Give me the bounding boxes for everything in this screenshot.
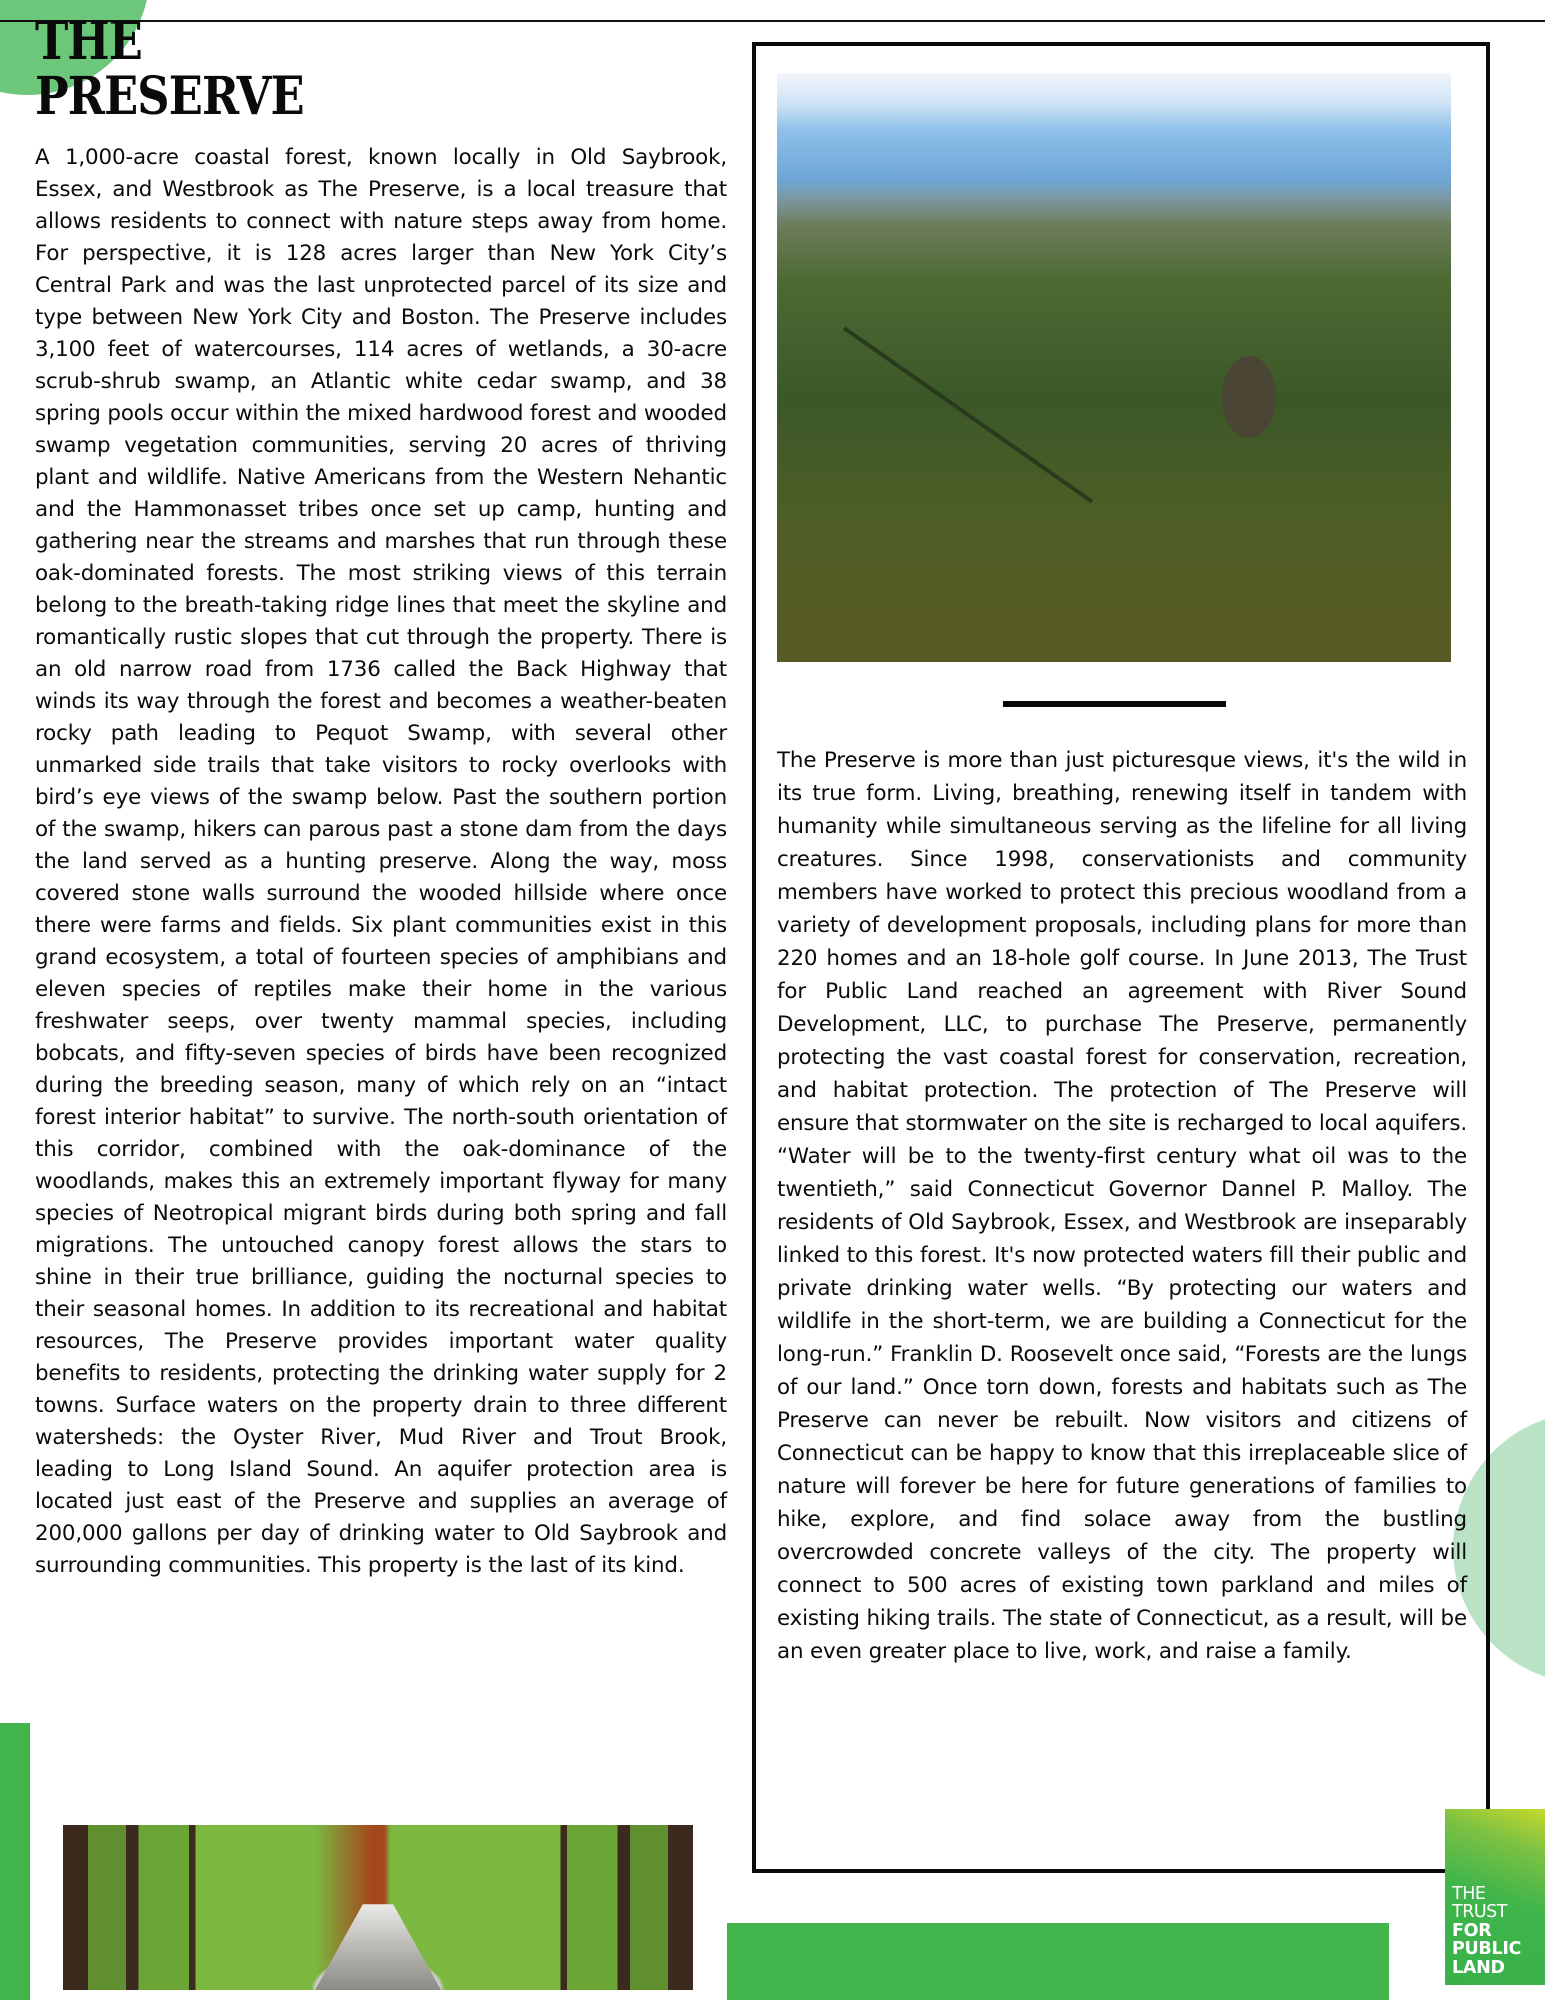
- left-column-body-text: A 1,000-acre coastal forest, known locally in Old Saybrook, Essex, and Westbrook as The Preserve, is a local treasure that allows residents to connect with nature steps away from home. For perspective, it is 128 acres larger than New York City’s Central Park and was the last unprotected parcel of its size and type between New York City and Boston. The Preserve includes 3,100 feet of watercourses, 114 acres of wetlands, a 30-acre scrub-shrub swamp, an Atlantic white cedar swamp, and 38 spring pools occur within the mixed hardwood forest and wooded swamp vegetation communities, serving 20 acres of thriving plant and wildlife. Native Americans from the Western Nehantic and the Hammonasset tribes once set up camp, hunting and gathering near the streams and marshes that run through these oak-dominated forests. The most striking views of this terrain belong to the breath-taking ridge lines that meet the skyline and romantically rustic slopes that cut through the property. There is an old narrow road from 1736 called the Back Highway that winds its way through the forest and becomes a weather-beaten rocky path leading to Pequot Swamp, with several other unmarked side trails that take visitors to rocky overlooks with bird’s eye views of the swamp below. Past the southern portion of the swamp, hikers can parous past a stone dam from the days the land served as a hunting preserve. Along the way, moss covered stone walls surround the wooded hillside where once there were farms and fields. Six plant communities exist in this grand ecosystem, a total of fourteen species of amphibians and eleven species of reptiles make their home in the various freshwater seeps, over twenty mammal species, including bobcats, and fifty-seven species of birds have been recognized during the breeding season, many of which rely on an “intact forest interior habitat” to survive. The north-south orientation of this corridor, combined with the oak-dominance of the woodlands, makes this an extremely important flyway for many species of Neotropical migrant birds during both spring and fall migrations. The untouched canopy forest allows the stars to shine in their true brilliance, guiding the nocturnal species to their seasonal homes. In addition to its recreational and habitat resources, The Preserve provides important water quality benefits to residents, protecting the drinking water supply for 2 towns. Surface waters on the property drain to three different watersheds: the Oyster River, Mud River and Trout Brook, leading to Long Island Sound. An aquifer protection area is located just east of the Preserve and supplies an average of 200,000 gallons per day of drinking water to Old Saybrook and surrounding communities. This property is the last of its kind.: [35, 145, 727, 1578]
- title-line-2: PRESERVE: [35, 66, 304, 127]
- logo-line-the: THE: [1452, 1883, 1486, 1904]
- logo-line-public: PUBLIC: [1452, 1939, 1522, 1959]
- decorative-green-bar-left: [0, 1723, 30, 2000]
- suspension-bridge-photo: [63, 1825, 693, 1990]
- title-line-1: THE: [35, 11, 143, 72]
- right-column-body-text: The Preserve is more than just picturesque views, it's the wild in its true form. Living, breathing, renewing itself in tandem with humanity while simultaneous serving as the lifeline for all living creatures. Since 1998, conservationists and community members have worked to protect this precious woodland from a variety of development proposals, including plans for more than 220 homes and an 18-hole golf course. In June 2013, The Trust for Public Land reached an agreement with River Sound Development, LLC, to purchase The Preserve, permanently protecting the vast coastal forest for conservation, recreation, and habitat protection. The protection of The Preserve will ensure that stormwater on the site is recharged to local aquifers. “Water will be to the twenty-first century what oil was to the twentieth,” said Connecticut Governor Dannel P. Malloy. The residents of Old Saybrook, Essex, and Westbrook are inseparably linked to this forest. It's now protected waters fill their public and private drinking water wells. “By protecting our waters and wildlife in the short-term, we are building a Connecticut for the long-run.” Franklin D. Roosevelt once said, “Forests are the lungs of our land.” Once torn down, forests and habitats such as The Preserve can never be rebuilt. Now visitors and citizens of Connecticut can be happy to know that this irreplaceable slice of nature will forever be here for future generations of families to hike, explore, and find solace away from the bustling overcrowded concrete valleys of the city. The property will connect to 500 acres of existing town parkland and miles of existing hiking trails. The state of Connecticut, as a result, will be an even greater place to live, work, and raise a family.: [777, 748, 1467, 1664]
- aerial-forest-photo: [777, 73, 1451, 662]
- section-divider-bar: [1003, 701, 1226, 707]
- trust-for-public-land-logo: [1445, 1809, 1545, 1985]
- logo-line-for: FOR: [1452, 1920, 1492, 1941]
- logo-line-land: LAND: [1452, 1957, 1505, 1978]
- logo-line-trust: TRUST: [1452, 1902, 1507, 1922]
- decorative-green-bar-bottom: [727, 1923, 1389, 2000]
- page-title: [35, 11, 304, 127]
